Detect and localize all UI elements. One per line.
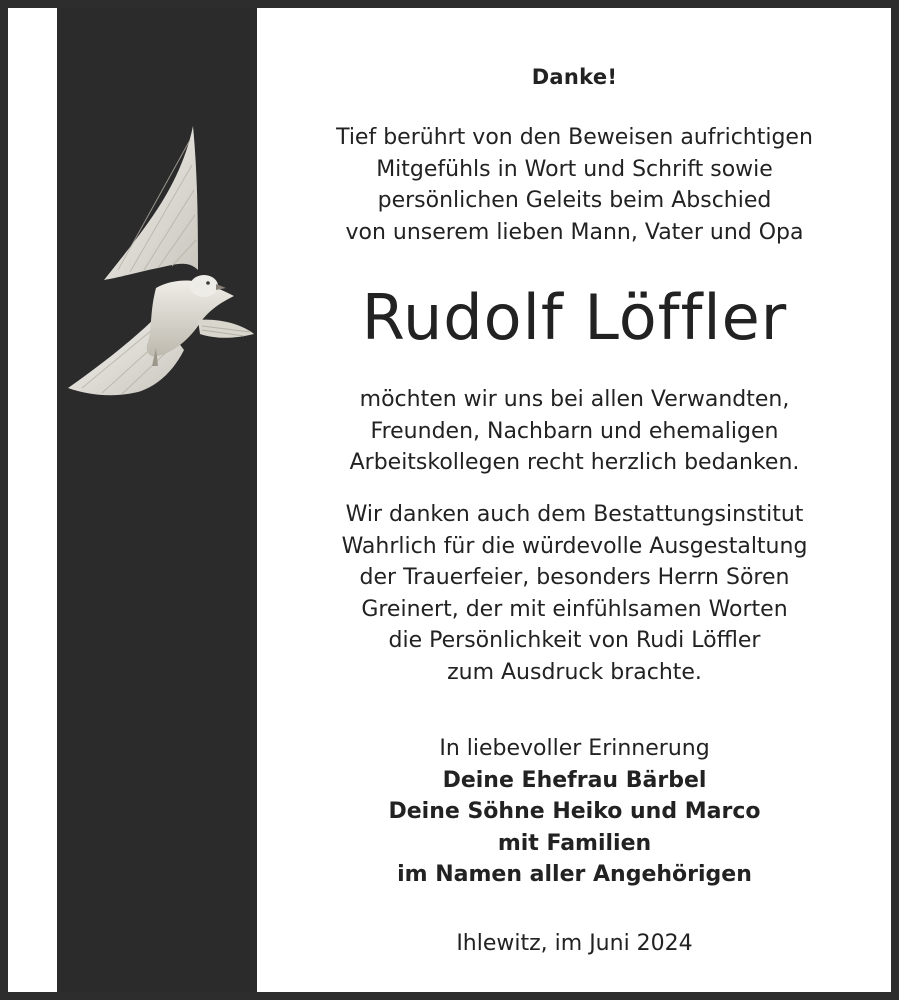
- funeral-thanks-line: die Persönlichkeit von Rudi Löffler: [388, 628, 761, 653]
- place-date: Ihlewitz, im Juni 2024: [456, 931, 693, 956]
- memory-intro: In liebevoller Erinnerung: [439, 736, 710, 761]
- funeral-thanks-line: Wir danken auch dem Bestattungsinstitut: [345, 502, 804, 527]
- mourner-line: im Namen aller Angehörigen: [397, 862, 752, 887]
- mourner-line: Deine Söhne Heiko und Marco: [388, 799, 761, 824]
- intro-line: Mitgefühls in Wort und Schrift sowie: [376, 156, 773, 182]
- funeral-thanks-line: Wahrlich für die würdevolle Ausgestaltung: [341, 533, 808, 559]
- dove-icon: [58, 120, 258, 430]
- intro-paragraph: [258, 122, 891, 248]
- intro-line: von unserem lieben Mann, Vater und Opa: [345, 219, 804, 245]
- mourner-line: Deine Ehefrau Bärbel: [442, 767, 707, 793]
- thanks-line: möchten wir uns bei allen Verwandten,: [359, 387, 790, 412]
- mourner-line: mit Familien: [497, 830, 652, 856]
- funeral-thanks-line: Greinert, der mit einfühlsamen Worten: [361, 596, 788, 622]
- notice-text: [258, 8, 891, 992]
- intro-line: Tief berührt von den Beweisen aufrichtigen: [336, 125, 813, 150]
- heading: Danke!: [531, 65, 618, 89]
- funeral-thanks-line: zum Ausdruck brachte.: [447, 659, 702, 685]
- deceased-name: Rudolf Löffler: [361, 281, 788, 354]
- signature-block: [258, 733, 891, 891]
- thanks-line: Freunden, Nachbarn und ehemaligen: [370, 418, 779, 444]
- intro-line: persönlichen Geleits beim Abschied: [377, 188, 772, 213]
- funeral-thanks-line: der Trauerfeier, besonders Herrn Sören: [359, 565, 790, 590]
- thanks-line: Arbeitskollegen recht herzlich bedanken.: [349, 450, 800, 475]
- funeral-thanks-paragraph: [258, 499, 891, 688]
- thanks-paragraph: [258, 384, 891, 479]
